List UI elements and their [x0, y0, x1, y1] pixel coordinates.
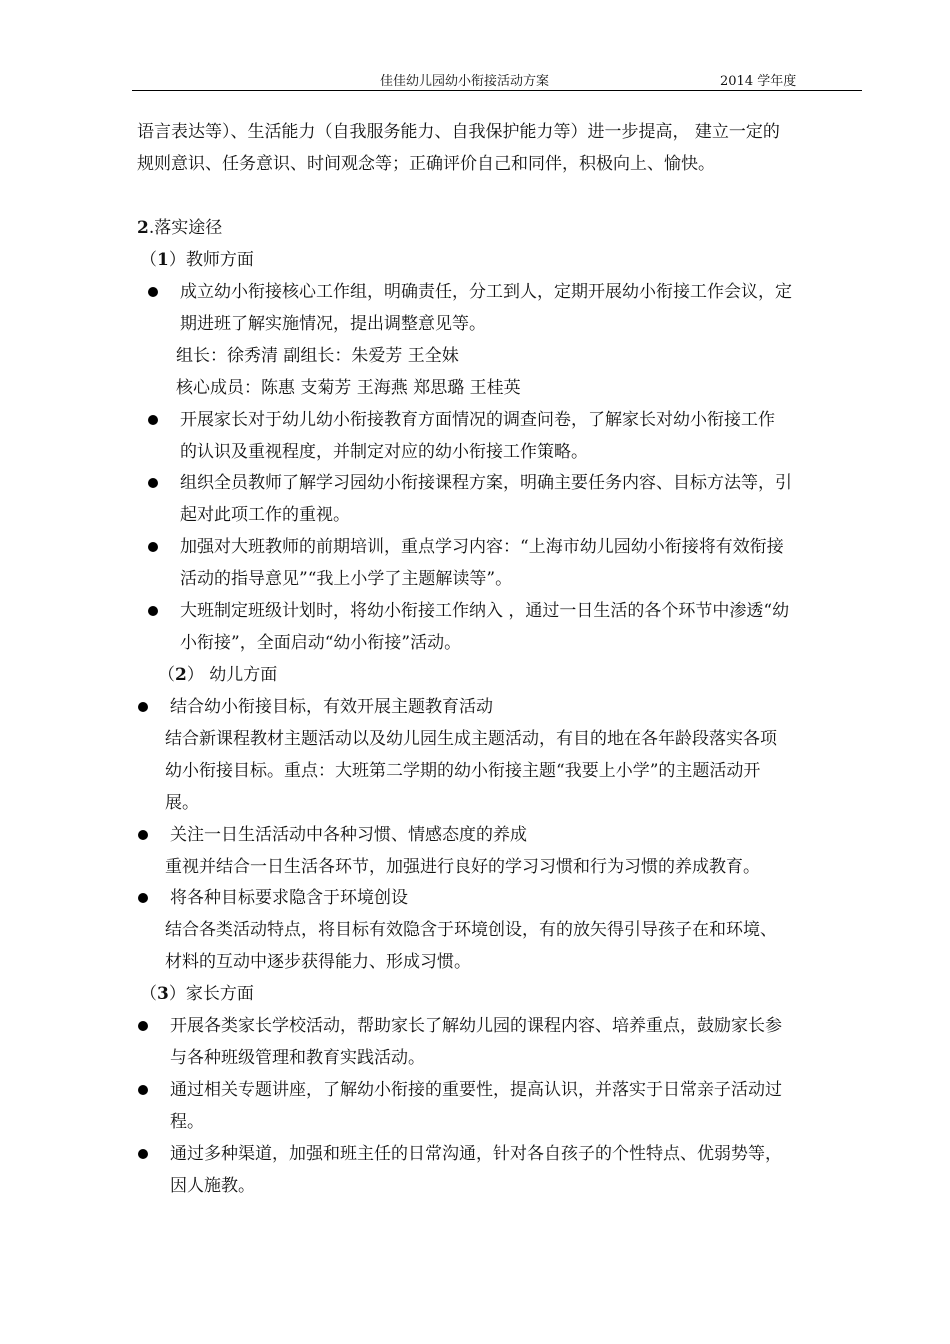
- parents-heading-open: （: [140, 984, 157, 1004]
- children-heading-text: ） 幼儿方面: [186, 665, 278, 685]
- teacher-members-line: 核心成员：陈惠 支菊芳 王海燕 郑思璐 王桂英: [176, 378, 521, 398]
- parents-item2-line1: 通过相关专题讲座，了解幼小衔接的重要性，提高认识，并落实于日常亲子活动过: [170, 1080, 782, 1100]
- teacher-item5-line2: 小衔接”，全面启动“幼小衔接”活动。: [180, 633, 462, 653]
- parents-heading: [140, 983, 254, 1005]
- teacher-heading-open: （: [140, 250, 157, 270]
- section-heading: [137, 217, 222, 239]
- bullet-icon: [138, 1149, 148, 1159]
- bullet-icon: [148, 478, 158, 488]
- children-item1-line3: 展。: [165, 793, 199, 813]
- teacher-item2-line1: 开展家长对于幼儿幼小衔接教育方面情况的调查问卷，了解家长对幼小衔接工作: [180, 410, 775, 430]
- teacher-item3-line2: 起对此项工作的重视。: [180, 505, 350, 525]
- children-heading: [158, 664, 277, 686]
- children-item3-title: 将各种目标要求隐含于环境创设: [170, 888, 408, 908]
- parents-item1-line1: 开展各类家长学校活动，帮助家长了解幼儿园的课程内容、培养重点，鼓励家长参: [170, 1016, 782, 1036]
- intro-line-2: 规则意识、任务意识、时间观念等；正确评价自己和同伴，积极向上、愉快。: [137, 154, 715, 174]
- parents-item3-line1: 通过多种渠道，加强和班主任的日常沟通，针对各自孩子的个性特点、优弱势等，: [170, 1144, 782, 1164]
- children-item3-line1: 结合各类活动特点，将目标有效隐含于环境创设，有的放矢得引导孩子在和环境、: [165, 920, 777, 940]
- header-title: 佳佳幼儿园幼小衔接活动方案: [380, 74, 550, 89]
- teacher-item4-line2: 活动的指导意见”“我上小学了主题解读等”。: [180, 569, 513, 589]
- children-heading-number: 2: [175, 665, 187, 685]
- teacher-item1-line1: 成立幼小衔接核心工作组，明确责任，分工到人，定期开展幼小衔接工作会议，定: [180, 282, 792, 302]
- parents-heading-number: 3: [157, 984, 169, 1004]
- children-item1-title: 结合幼小衔接目标，有效开展主题教育活动: [170, 697, 493, 717]
- teacher-leader-line: 组长：徐秀清 副组长：朱爱芳 王全妹: [176, 346, 459, 366]
- children-item3-line2: 材料的互动中逐步获得能力、形成习惯。: [165, 952, 471, 972]
- bullet-icon: [138, 830, 148, 840]
- children-item1-line2: 幼小衔接目标。重点：大班第二学期的幼小衔接主题“我要上小学”的主题活动开: [165, 761, 761, 781]
- bullet-icon: [138, 893, 148, 903]
- header-year: 2014 学年度: [720, 74, 797, 89]
- intro-line-1: 语言表达等）、生活能力（自我服务能力、自我保护能力等）进一步提高， 建立一定的: [137, 122, 780, 142]
- children-item2-line1: 重视并结合一日生活各环节，加强进行良好的学习习惯和行为习惯的养成教育。: [165, 857, 760, 877]
- parents-item3-line2: 因人施教。: [170, 1176, 255, 1196]
- teacher-item3-line1: 组织全员教师了解学习园幼小衔接课程方案，明确主要任务内容、目标方法等，引: [180, 473, 792, 493]
- parents-heading-text: ）家长方面: [168, 984, 254, 1004]
- bullet-icon: [138, 1085, 148, 1095]
- teacher-heading-text: ）教师方面: [168, 250, 254, 270]
- bullet-icon: [148, 606, 158, 616]
- page-header: [132, 68, 862, 91]
- bullet-icon: [148, 542, 158, 552]
- section-title: .落实途径: [148, 218, 223, 238]
- bullet-icon: [138, 702, 148, 712]
- parents-item1-line2: 与各种班级管理和教育实践活动。: [170, 1048, 425, 1068]
- teacher-item5-line1: 大班制定班级计划时，将幼小衔接工作纳入 ，通过一日生活的各个环节中渗透“幼: [180, 601, 790, 621]
- teacher-item2-line2: 的认识及重视程度，并制定对应的幼小衔接工作策略。: [180, 442, 588, 462]
- teacher-item4-line1: 加强对大班教师的前期培训，重点学习内容：“上海市幼儿园幼小衔接将有效衔接: [180, 537, 784, 557]
- bullet-icon: [148, 287, 158, 297]
- children-heading-open: （: [158, 665, 175, 685]
- children-item1-line1: 结合新课程教材主题活动以及幼儿园生成主题活动，有目的地在各年龄段落实各项: [165, 729, 777, 749]
- bullet-icon: [138, 1021, 148, 1031]
- section-number: 2: [137, 218, 149, 238]
- children-item2-title: 关注一日生活活动中各种习惯、情感态度的养成: [170, 825, 527, 845]
- teacher-heading: [140, 249, 254, 271]
- bullet-icon: [148, 415, 158, 425]
- parents-item2-line2: 程。: [170, 1112, 204, 1132]
- teacher-heading-number: 1: [157, 250, 169, 270]
- teacher-item1-line2: 期进班了解实施情况，提出调整意见等。: [180, 314, 486, 334]
